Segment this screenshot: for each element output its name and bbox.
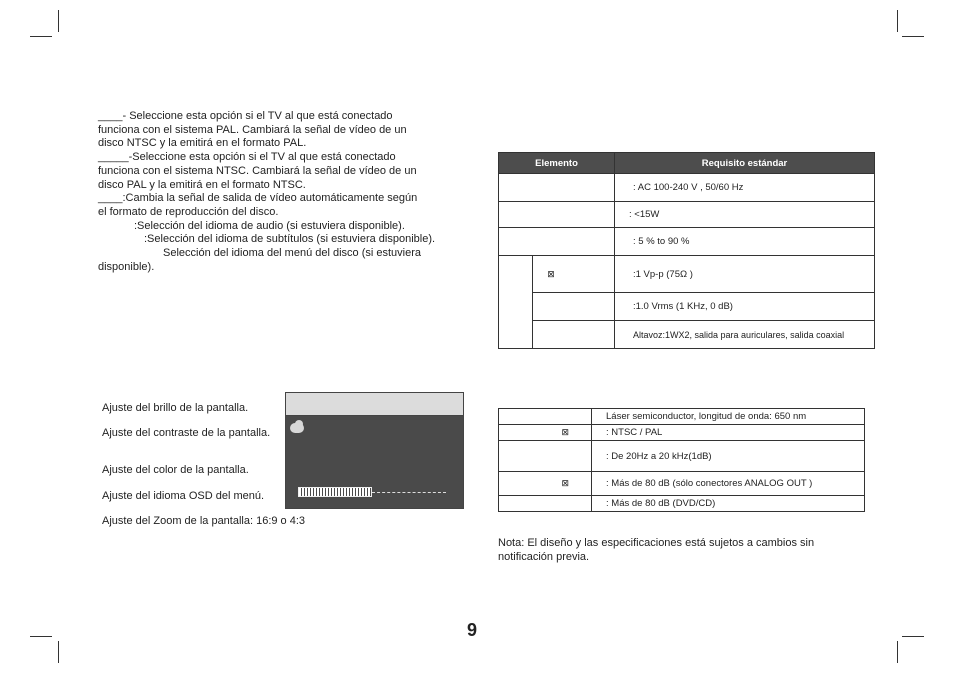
brightness-item: Ajuste del brillo de la pantalla. (102, 402, 249, 414)
note-text: Nota: El diseño y las especificaciones está sujetos a cambios sin notificación previa. (498, 537, 815, 563)
video-out-value: :1 Vp-p (75Ω ) (615, 256, 875, 293)
laser-value: Láser semiconductor, longitud de onda: 650 nm (592, 409, 865, 425)
text-line: disco NTSC y la emitirá en el formato PAL. (98, 137, 307, 150)
header-requirement: Requisito estándar (615, 153, 875, 174)
text-line: ____- Seleccione esta opción si el TV al que está conectado (98, 110, 393, 122)
label-system (499, 425, 592, 441)
box-icon: ⊠ (561, 427, 569, 437)
crop-mark (902, 36, 924, 37)
dynamic-range-value: : Más de 80 dB (DVD/CD) (592, 496, 865, 512)
label-consumption (499, 202, 615, 228)
box-icon: ⊠ (561, 478, 569, 488)
power-value: : AC 100-240 V , 50/60 Hz (615, 174, 875, 202)
tv-system-description (98, 110, 478, 274)
page-number: 9 (467, 620, 478, 640)
audio-language-line: :Selección del idioma de audio (si estuviera disponible). (134, 219, 405, 232)
spec-table-general (498, 152, 875, 349)
header-item: Elemento (499, 153, 615, 174)
crop-mark (897, 10, 898, 32)
label-frequency (499, 441, 592, 472)
frequency-value: : De 20Hz a 20 kHz(1dB) (592, 441, 865, 472)
crop-mark (58, 641, 59, 663)
outputs-value: Altavoz:1WX2, salida para auriculares, salida coaxial (615, 321, 875, 349)
text-line: ____:Cambia la señal de salida de vídeo automáticamente según (98, 192, 418, 205)
crop-mark (30, 636, 52, 637)
subtitle-language-line: :Selección del idioma de subtítulos (si estuviera disponible). (144, 233, 436, 246)
label-dynamic-range (499, 496, 592, 512)
label-power (499, 174, 615, 202)
cloud-icon (290, 423, 304, 433)
label-laser (499, 409, 592, 425)
zoom-item: Ajuste del Zoom de la pantalla: 16:9 o 4:3 (102, 515, 306, 527)
menu-language-line: Selección del idioma del menú del disco (si estuviera (163, 247, 422, 260)
slider-fill (298, 487, 372, 497)
text-line: disco PAL y la emitirá en el formato NTSC. (98, 178, 306, 191)
crop-mark (58, 10, 59, 32)
spec-table-disc (498, 408, 865, 512)
text-line: el formato de reproducción del disco. (98, 205, 279, 218)
contrast-item: Ajuste del contraste de la pantalla. (102, 427, 271, 439)
system-value: : NTSC / PAL (592, 425, 865, 441)
osd-language-item: Ajuste del idioma OSD del menú. (102, 490, 265, 502)
label-outputs-group (499, 256, 533, 349)
label-audio-out (533, 293, 615, 321)
label-snr (499, 472, 592, 496)
osd-screen-illustration (285, 392, 464, 509)
text-line: _____-Seleccione esta opción si el TV al que está conectado (98, 151, 396, 164)
text-line: funciona con el sistema NTSC. Cambiará la señal de vídeo de un (98, 164, 417, 177)
text-line: funciona con el sistema PAL. Cambiará la señal de vídeo de un (98, 123, 407, 136)
crop-mark (897, 641, 898, 663)
label-video-out (533, 256, 615, 293)
audio-out-value: :1.0 Vrms (1 KHz, 0 dB) (615, 293, 875, 321)
label-humidity (499, 228, 615, 256)
osd-title-bar (286, 393, 463, 416)
color-item: Ajuste del color de la pantalla. (102, 464, 249, 476)
crop-mark (902, 636, 924, 637)
consumption-value: : <15W (615, 202, 875, 228)
slider-track (372, 492, 446, 493)
humidity-value: : 5 % to 90 % (615, 228, 875, 256)
label-outputs (533, 321, 615, 349)
crop-mark (30, 36, 52, 37)
text-line: disponible). (98, 260, 155, 273)
box-icon: ⊠ (547, 268, 555, 279)
osd-level-slider (298, 487, 446, 497)
snr-value: : Más de 80 dB (sólo conectores ANALOG OUT ) (592, 472, 865, 496)
